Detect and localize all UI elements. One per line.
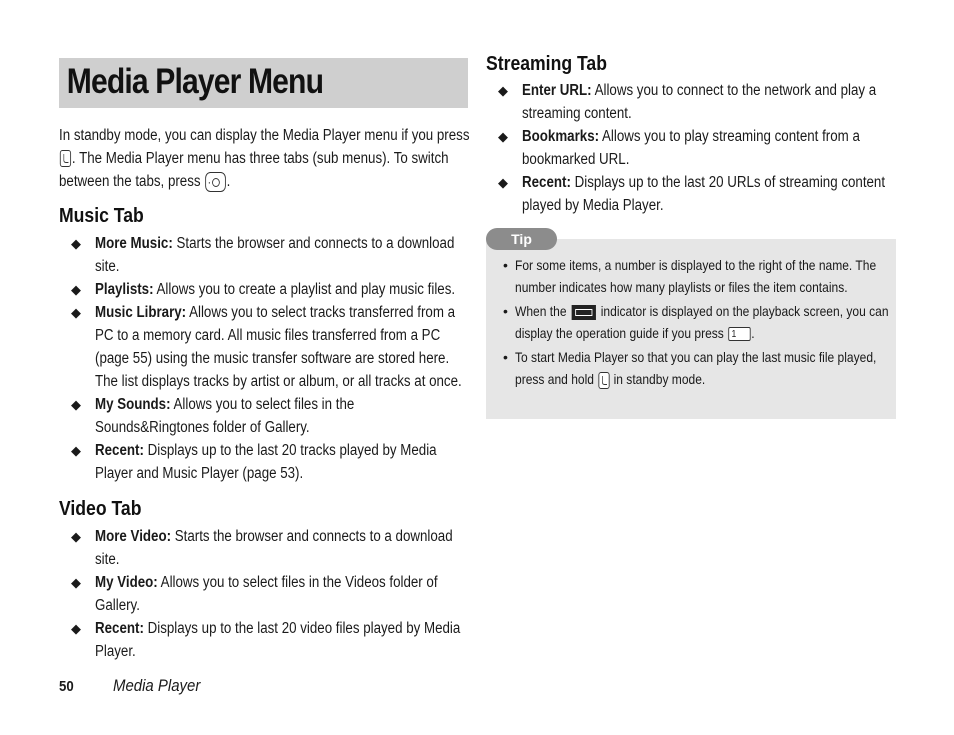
- diamond-bullet-icon: ◆: [498, 129, 508, 144]
- intro-text-3: .: [226, 173, 231, 190]
- diamond-bullet-icon: ◆: [71, 575, 81, 590]
- guide-indicator-icon: [572, 305, 596, 320]
- list-item: • To start Media Player so that you can play the last music file played, press and hold in standby mode.: [503, 346, 954, 390]
- diamond-bullet-icon: ◆: [498, 83, 508, 98]
- list-item: ◆ Playlists: Allows you to create a playlist and play music files.: [59, 278, 525, 301]
- navigation-key-icon: [205, 172, 226, 192]
- music-tab-list: [59, 232, 525, 485]
- tip-label: Tip: [486, 228, 557, 250]
- tip-list: [503, 254, 954, 392]
- list-item: ◆ More Music: Starts the browser and connects to a download site.: [59, 232, 525, 278]
- list-item: • When the indicator is displayed on the playback screen, you can display the operation guide if you press 1 .: [503, 300, 954, 344]
- list-item: ◆ My Sounds: Allows you to select files in the Sounds&Ringtones folder of Gallery.: [59, 393, 525, 439]
- diamond-bullet-icon: ◆: [71, 236, 81, 251]
- list-item: • For some items, a number is displayed to the right of the name. The number indicates how many playlists or files the item contains.: [503, 254, 954, 298]
- streaming-tab-list: [486, 79, 952, 217]
- video-tab-list: [59, 525, 525, 663]
- bullet-icon: •: [503, 257, 508, 273]
- streaming-tab-heading: Streaming Tab: [486, 53, 607, 75]
- page-number: 50: [59, 678, 74, 695]
- diamond-bullet-icon: ◆: [71, 443, 81, 458]
- intro-paragraph: [59, 124, 529, 193]
- intro-text-1: In standby mode, you can display the Media Player menu if you press: [59, 127, 470, 144]
- music-tab-heading: Music Tab: [59, 205, 144, 227]
- bullet-icon: •: [503, 303, 508, 319]
- footer-section-label: Media Player: [113, 676, 201, 695]
- page-title-bar: [59, 58, 468, 108]
- diamond-bullet-icon: ◆: [498, 175, 508, 190]
- video-tab-heading: Video Tab: [59, 498, 142, 520]
- list-item: ◆ Music Library: Allows you to select tracks transferred from a PC to a memory card. All music files transferred from a PC (page 55) using the music transfer software are stored here. The list displays tracks by artist or album, or all tracks at once.: [59, 301, 525, 393]
- music-tab-section: [59, 205, 155, 228]
- bullet-icon: •: [503, 349, 508, 365]
- intro-text-2: . The Media Player menu has three tabs (sub menus). To switch between the tabs, press: [59, 150, 449, 190]
- list-item: ◆ Recent: Displays up to the last 20 video files played by Media Player.: [59, 617, 525, 663]
- list-item: ◆ My Video: Allows you to select files in the Videos folder of Gallery.: [59, 571, 525, 617]
- list-item: ◆ Enter URL: Allows you to connect to the network and play a streaming content.: [486, 79, 952, 125]
- phone-key-icon: [598, 372, 609, 389]
- diamond-bullet-icon: ◆: [71, 397, 81, 412]
- list-item: ◆ Recent: Displays up to the last 20 tracks played by Media Player and Music Player (page 53).: [59, 439, 525, 485]
- diamond-bullet-icon: ◆: [71, 621, 81, 636]
- page-title: Media Player Menu: [66, 62, 324, 101]
- diamond-bullet-icon: ◆: [71, 529, 81, 544]
- diamond-bullet-icon: ◆: [71, 282, 81, 297]
- phone-key-icon: [60, 150, 71, 167]
- one-key-icon: 1: [728, 327, 750, 341]
- list-item: ◆ Recent: Displays up to the last 20 URLs of streaming content played by Media Player.: [486, 171, 952, 217]
- video-tab-section: [59, 498, 153, 521]
- streaming-tab-section: [486, 53, 623, 76]
- diamond-bullet-icon: ◆: [71, 305, 81, 320]
- list-item: ◆ Bookmarks: Allows you to play streaming content from a bookmarked URL.: [486, 125, 952, 171]
- list-item: ◆ More Video: Starts the browser and connects to a download site.: [59, 525, 525, 571]
